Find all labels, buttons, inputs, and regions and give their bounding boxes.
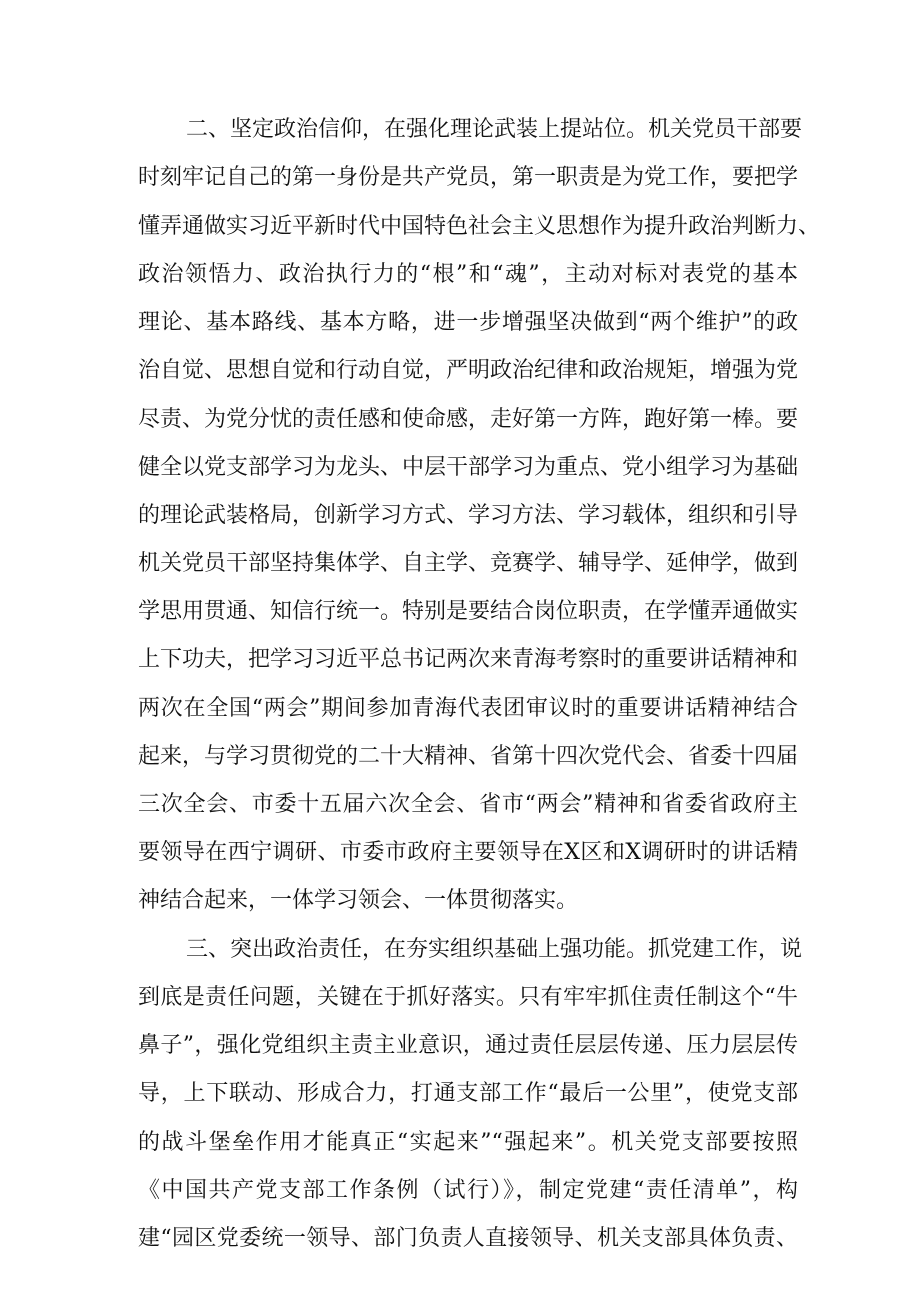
text-line: 的战斗堡垒作用才能真正“实起来”“强起来”。机关党支部要按照: [138, 1130, 798, 1155]
text-line: 时刻牢记自己的第一身份是共产党员，第一职责是为党工作，要把学: [138, 165, 799, 190]
text-line: 健全以党支部学习为龙头、中层干部学习为重点、党小组学习为基础: [138, 455, 799, 480]
text-line: 两次在全国“两会”期间参加青海代表团审议时的重要讲话精神结合: [138, 696, 798, 721]
text-line: 理论、基本路线、基本方略，进一步增强坚决做到“两个维护”的政: [138, 310, 798, 335]
text-line: 《中国共产党支部工作条例（试行）》，制定党建“责任清单”，构: [138, 1178, 798, 1203]
text-line: 尽责、为党分忧的责任感和使命感，走好第一方阵，跑好第一棒。要: [138, 407, 799, 432]
text-line: 上下功夫，把学习习近平总书记两次来青海考察时的重要讲话精神和: [138, 647, 799, 672]
text-line: 懂弄通做实习近平新时代中国特色社会主义思想作为提升政治判断力、: [138, 214, 821, 239]
text-line: 要领导在西宁调研、市委市政府主要领导在X区和X调研时的讲话精: [138, 840, 798, 865]
text-line: 治自觉、思想自觉和行动自觉，严明政治纪律和政治规矩，增强为党: [138, 358, 799, 383]
text-line: 三、突出政治责任，在夯实组织基础上强功能。抓党建工作，说: [186, 937, 803, 962]
text-line: 学思用贯通、知信行统一。特别是要结合岗位职责，在学懂弄通做实: [138, 599, 799, 624]
text-line: 三次全会、市委十五届六次全会、省市“两会”精神和省委省政府主: [138, 792, 798, 817]
text-line: 鼻子”，强化党组织主责主业意识，通过责任层层传递、压力层层传: [138, 1033, 798, 1058]
text-line: 神结合起来，一体学习领会、一体贯彻落实。: [138, 888, 579, 913]
text-line: 机关党员干部坚持集体学、自主学、竞赛学、辅导学、延伸学，做到: [138, 551, 799, 576]
text-line: 二、坚定政治信仰，在强化理论武装上提站位。机关党员干部要: [186, 117, 803, 142]
text-line: 到底是责任问题，关键在于抓好落实。只有牢牢抓住责任制这个“牛: [138, 985, 798, 1010]
text-line: 建“园区党委统一领导、部门负责人直接领导、机关支部具体负责、: [138, 1226, 798, 1251]
text-line: 导，上下联动、形成合力，打通支部工作“最后一公里”，使党支部: [138, 1081, 798, 1106]
text-line: 起来，与学习贯彻党的二十大精神、省第十四次党代会、省委十四届: [138, 744, 799, 769]
text-line: 政治领悟力、政治执行力的“根”和“魂”，主动对标对表党的基本: [138, 262, 798, 287]
text-line: 的理论武装格局，创新学习方式、学习方法、学习载体，组织和引导: [138, 503, 799, 528]
